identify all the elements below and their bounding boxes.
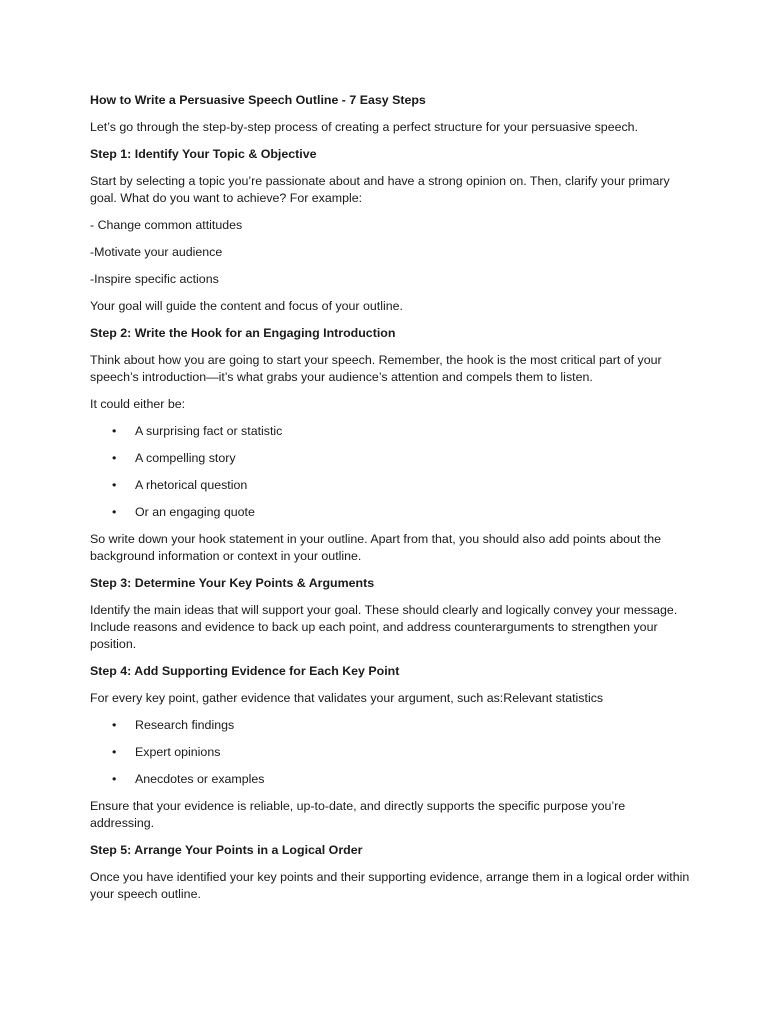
- list-item-text: Anecdotes or examples: [135, 772, 265, 786]
- step3-heading: Step 3: Determine Your Key Points & Arguments: [90, 576, 375, 590]
- step4-heading: Step 4: Add Supporting Evidence for Each Key Point: [90, 664, 400, 678]
- list-item-text: Expert opinions: [135, 745, 221, 759]
- bullet-icon: •: [112, 451, 117, 465]
- list-item-text: A compelling story: [135, 451, 236, 465]
- list-item: [90, 504, 690, 521]
- bullet-icon: •: [112, 505, 117, 519]
- bullet-icon: •: [112, 745, 117, 759]
- step4-closing: Ensure that your evidence is reliable, up-to-date, and directly supports the specific purpose you’re addressing.: [90, 799, 626, 830]
- step2-lead: It could either be:: [90, 397, 186, 411]
- list-item: [90, 450, 690, 467]
- bullet-icon: •: [112, 424, 117, 438]
- step2-heading: Step 2: Write the Hook for an Engaging Introduction: [90, 326, 396, 340]
- step2-paragraph: Think about how you are going to start your speech. Remember, the hook is the most critical part of your speech’s introduction—it’s what grabs your audience’s attention and compels them to listen.: [90, 353, 662, 384]
- list-item-text: A rhetorical question: [135, 478, 248, 492]
- list-item: [90, 717, 690, 734]
- bullet-icon: •: [112, 772, 117, 786]
- list-item: [90, 771, 690, 788]
- list-item-text: Research findings: [135, 718, 235, 732]
- list-item-text: Or an engaging quote: [135, 505, 255, 519]
- step1-paragraph: Start by selecting a topic you’re passionate about and have a strong opinion on. Then, clarify your primary goal. What do you want to achieve? For example:: [90, 174, 670, 205]
- list-item-text: A surprising fact or statistic: [135, 424, 283, 438]
- step5-paragraph: Once you have identified your key points and their supporting evidence, arrange them in a logical order within your speech outline.: [90, 870, 690, 901]
- step1-closing: Your goal will guide the content and focus of your outline.: [90, 299, 403, 313]
- intro-paragraph: Let’s go through the step-by-step process of creating a perfect structure for your persuasive speech.: [90, 120, 639, 134]
- step1-item: -Inspire specific actions: [90, 272, 219, 286]
- step2-bullet-list: [90, 423, 690, 521]
- list-item: [90, 477, 690, 494]
- list-item: [90, 423, 690, 440]
- list-item: [90, 744, 690, 761]
- step3-paragraph: Identify the main ideas that will support your goal. These should clearly and logically convey your message. Include reasons and evidence to back up each point, and address counterarguments to strengthen your position.: [90, 603, 678, 651]
- step1-heading: Step 1: Identify Your Topic & Objective: [90, 147, 317, 161]
- step4-paragraph: For every key point, gather evidence that validates your argument, such as:Relevant statistics: [90, 691, 604, 705]
- bullet-icon: •: [112, 718, 117, 732]
- bullet-icon: •: [112, 478, 117, 492]
- step1-item: -Motivate your audience: [90, 245, 223, 259]
- document-title: How to Write a Persuasive Speech Outline - 7 Easy Steps: [90, 93, 426, 107]
- step5-heading: Step 5: Arrange Your Points in a Logical Order: [90, 843, 363, 857]
- step4-bullet-list: [90, 717, 690, 788]
- document-page: [90, 92, 690, 913]
- step1-item: - Change common attitudes: [90, 218, 243, 232]
- step2-closing: So write down your hook statement in your outline. Apart from that, you should also add points about the background information or context in your outline.: [90, 532, 661, 563]
